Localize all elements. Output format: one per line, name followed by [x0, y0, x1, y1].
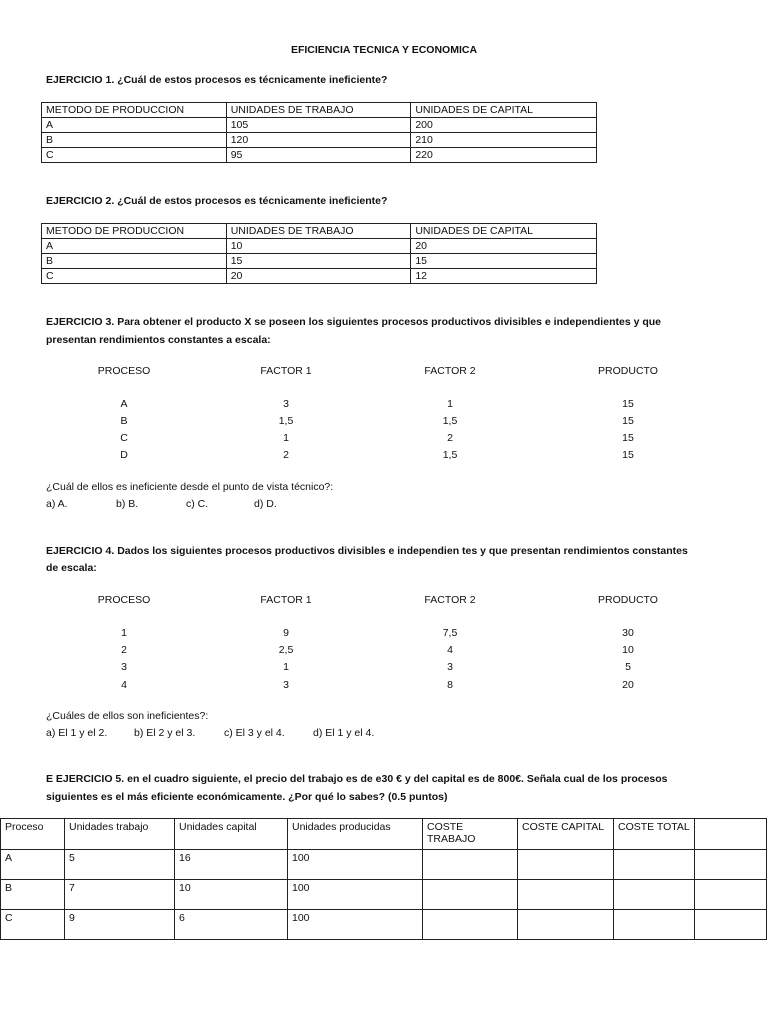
table-cell: 3	[283, 398, 289, 410]
table-cell: B	[42, 254, 227, 269]
table-row	[42, 118, 597, 133]
table-cell: 15	[622, 415, 634, 427]
exercise-1-heading: EJERCICIO 1. ¿Cuál de estos procesos es técnicamente ineficiente?	[46, 74, 388, 86]
table-cell: 20	[226, 269, 411, 284]
table-cell: 20	[622, 679, 634, 691]
table-cell: 2,5	[278, 644, 294, 656]
header-cell: METODO DE PRODUCCION	[42, 103, 227, 118]
page-title: EFICIENCIA TECNICA Y ECONOMICA	[290, 44, 478, 56]
table-cell: 7,5	[442, 627, 458, 639]
table-cell: 95	[226, 148, 411, 163]
table-row	[42, 133, 597, 148]
table-cell: 9	[283, 627, 289, 639]
table-cell: D	[120, 449, 128, 461]
table-cell: A	[42, 118, 227, 133]
exercise-4-option-a: a) El 1 y el 2.	[46, 727, 108, 739]
table-cell	[614, 910, 695, 940]
table-cell: 10	[226, 239, 411, 254]
table-cell: 15	[622, 432, 634, 444]
column-header: PRODUCTO	[598, 594, 658, 606]
table-cell: 1	[283, 661, 289, 673]
table-row	[1, 910, 767, 940]
exercise-4-heading-line-1: EJERCICIO 4. Dados los siguientes procesos productivos divisibles e independien tes y que presentan rendimientos constantes	[46, 545, 688, 557]
table-cell: 15	[411, 254, 597, 269]
table-cell: 2	[283, 449, 289, 461]
header-cell: UNIDADES DE TRABAJO	[226, 224, 411, 239]
table-cell: C	[1, 910, 65, 940]
exercise-3-heading-line-1: EJERCICIO 3. Para obtener el producto X se poseen los siguientes procesos productivos divisibles e independientes y que	[46, 316, 661, 328]
table-row	[1, 880, 767, 910]
table-cell: 220	[411, 148, 597, 163]
table-cell	[695, 910, 767, 940]
table-row	[1, 850, 767, 880]
exercise-4-option-c: c) El 3 y el 4.	[224, 727, 285, 739]
table-cell	[423, 910, 518, 940]
table-cell: 12	[411, 269, 597, 284]
table-cell: 10	[622, 644, 634, 656]
table-cell: 100	[288, 880, 423, 910]
header-cell: UNIDADES DE TRABAJO	[226, 103, 411, 118]
table-cell: 8	[447, 679, 453, 691]
column-header: PRODUCTO	[598, 365, 658, 377]
table-cell: 9	[65, 910, 175, 940]
exercise-3-option-b: b) B.	[116, 498, 139, 510]
exercise-5-table	[0, 818, 767, 940]
exercise-2-heading: EJERCICIO 2. ¿Cuál de estos procesos es técnicamente ineficiente?	[46, 195, 388, 207]
table-cell: 2	[121, 644, 127, 656]
header-cell	[695, 819, 767, 850]
column-header: PROCESO	[97, 365, 151, 377]
exercise-1-table	[41, 102, 597, 163]
table-header-row	[42, 224, 597, 239]
table-cell: 4	[447, 644, 453, 656]
table-cell	[518, 910, 614, 940]
column-header: FACTOR 2	[424, 594, 476, 606]
table-cell: 210	[411, 133, 597, 148]
exercise-3-question: ¿Cuál de ellos es ineficiente desde el punto de vista técnico?:	[46, 481, 334, 493]
exercise-3-option-a: a) A.	[46, 498, 68, 510]
table-cell: 20	[411, 239, 597, 254]
table-row	[42, 148, 597, 163]
table-cell: 3	[283, 679, 289, 691]
exercise-5-heading-line-1: E EJERCICIO 5. en el cuadro siguiente, el precio del trabajo es de e30 € y del capital es de 800€. Señala cual de los procesos	[46, 773, 668, 785]
table-cell: A	[1, 850, 65, 880]
exercise-3-heading-line-2: presentan rendimientos constantes a escala:	[46, 334, 271, 346]
table-cell: 7	[65, 880, 175, 910]
header-cell: Proceso	[1, 819, 65, 850]
table-cell: A	[120, 398, 128, 410]
table-cell: 15	[622, 398, 634, 410]
table-cell	[695, 880, 767, 910]
header-cell: METODO DE PRODUCCION	[42, 224, 227, 239]
table-cell: 15	[226, 254, 411, 269]
table-header-row	[42, 103, 597, 118]
table-cell: 3	[447, 661, 453, 673]
table-cell: 1	[121, 627, 127, 639]
exercise-4-option-b: b) El 2 y el 3.	[134, 727, 196, 739]
header-cell: UNIDADES DE CAPITAL	[411, 103, 597, 118]
table-cell: 1	[283, 432, 289, 444]
header-cell: COSTE TOTAL	[614, 819, 695, 850]
table-cell: 10	[175, 880, 288, 910]
table-cell: 1,5	[278, 415, 294, 427]
table-cell: 6	[175, 910, 288, 940]
table-cell: 200	[411, 118, 597, 133]
exercise-2-table	[41, 223, 597, 284]
exercise-4-heading-line-2: de escala:	[46, 562, 97, 574]
table-cell: 120	[226, 133, 411, 148]
table-cell: 100	[288, 910, 423, 940]
table-cell: A	[42, 239, 227, 254]
table-header-row	[1, 819, 767, 850]
header-cell: COSTE CAPITAL	[518, 819, 614, 850]
exercise-3-option-c: c) C.	[186, 498, 209, 510]
header-cell: COSTE TRABAJO	[423, 819, 518, 850]
table-cell: C	[120, 432, 128, 444]
column-header: FACTOR 1	[260, 594, 312, 606]
header-cell: UNIDADES DE CAPITAL	[411, 224, 597, 239]
exercise-4-option-d: d) El 1 y el 4.	[313, 727, 375, 739]
table-cell: 1,5	[442, 449, 458, 461]
table-cell: B	[1, 880, 65, 910]
table-row	[42, 269, 597, 284]
table-cell	[423, 850, 518, 880]
table-cell: 2	[447, 432, 453, 444]
table-cell	[695, 850, 767, 880]
table-cell: 30	[622, 627, 634, 639]
table-cell	[614, 850, 695, 880]
table-cell: C	[42, 269, 227, 284]
table-cell: B	[42, 133, 227, 148]
header-cell: Unidades producidas	[288, 819, 423, 850]
table-cell: C	[42, 148, 227, 163]
table-cell: 105	[226, 118, 411, 133]
column-header: FACTOR 2	[424, 365, 476, 377]
table-cell: 16	[175, 850, 288, 880]
table-cell: 1	[447, 398, 453, 410]
table-cell: 15	[622, 449, 634, 461]
table-cell	[518, 880, 614, 910]
table-cell	[518, 850, 614, 880]
exercise-5-heading-line-2: siguientes es el más eficiente económicamente. ¿Por qué lo sabes? (0.5 puntos)	[46, 791, 448, 803]
table-cell	[423, 880, 518, 910]
table-cell	[614, 880, 695, 910]
column-header: PROCESO	[97, 594, 151, 606]
header-cell: Unidades capital	[175, 819, 288, 850]
header-cell: Unidades trabajo	[65, 819, 175, 850]
table-cell: 4	[121, 679, 127, 691]
table-row	[42, 254, 597, 269]
table-cell: B	[120, 415, 128, 427]
table-cell: 5	[65, 850, 175, 880]
column-header: FACTOR 1	[260, 365, 312, 377]
table-cell: 3	[121, 661, 127, 673]
table-row	[42, 239, 597, 254]
exercise-4-question: ¿Cuáles de ellos son ineficientes?:	[46, 710, 209, 722]
table-cell: 1,5	[442, 415, 458, 427]
table-cell: 100	[288, 850, 423, 880]
exercise-3-option-d: d) D.	[254, 498, 277, 510]
table-cell: 5	[625, 661, 631, 673]
